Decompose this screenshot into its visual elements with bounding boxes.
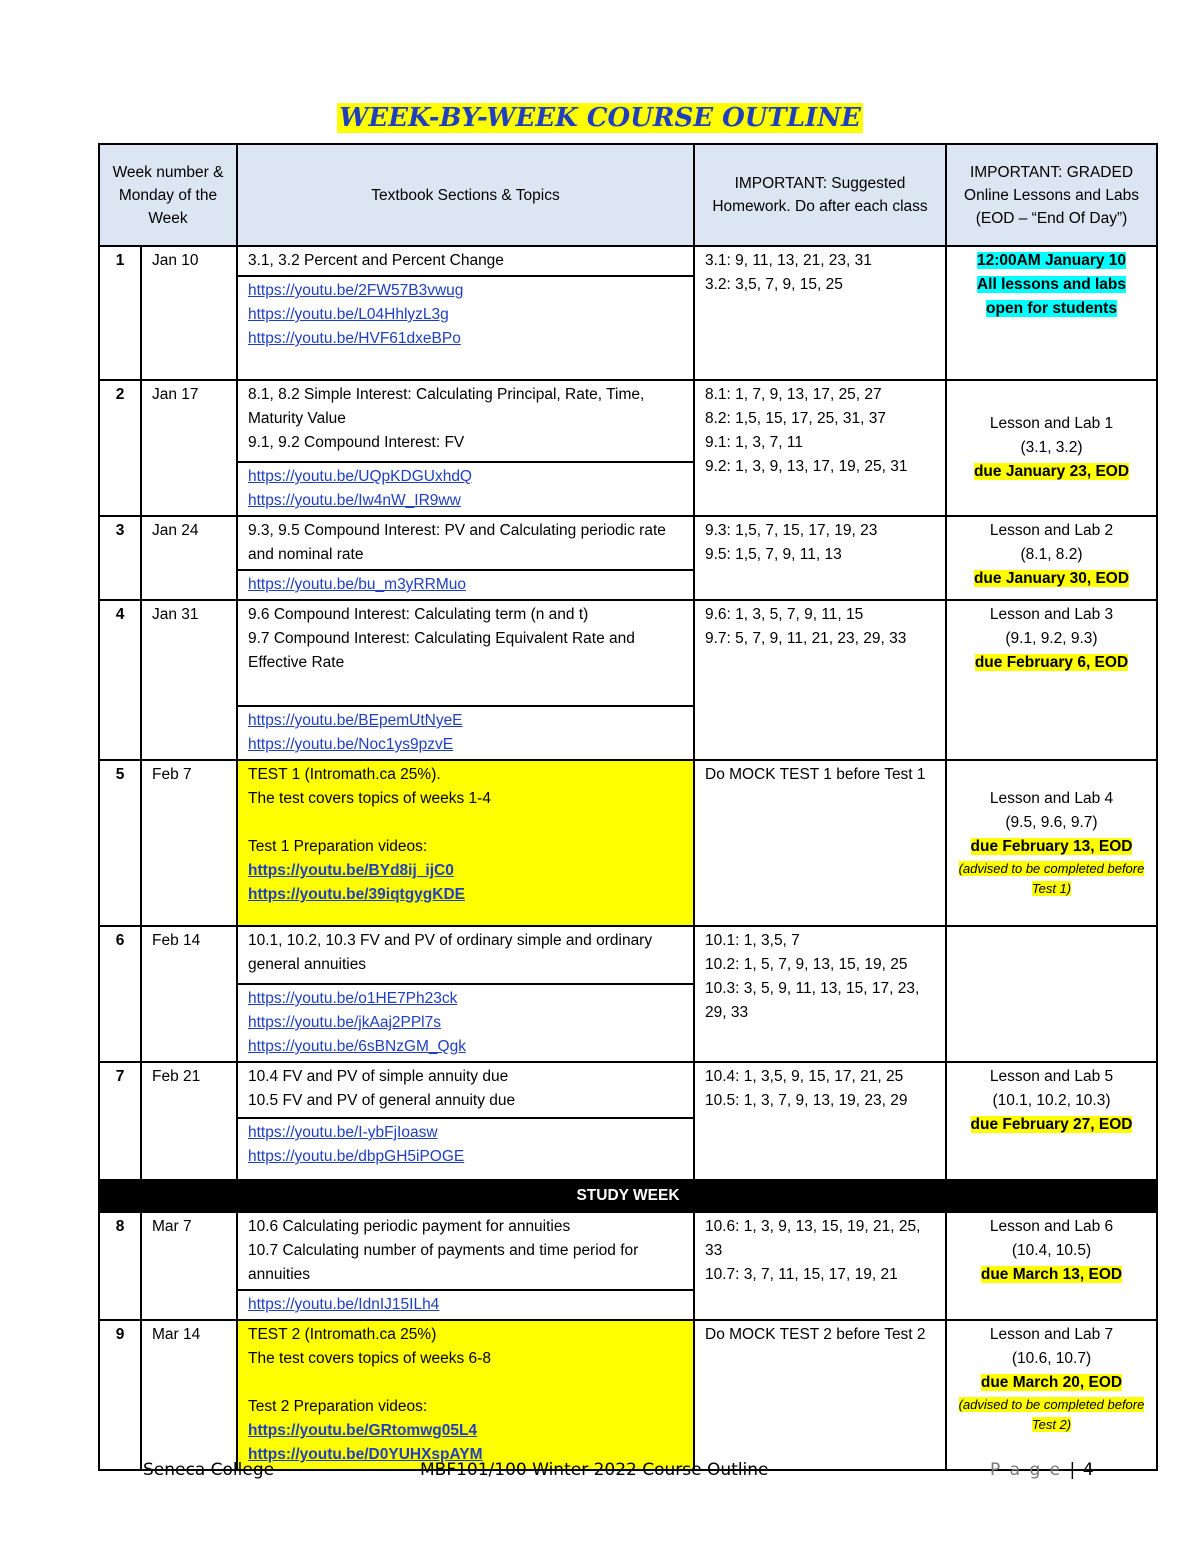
homework-line: Do MOCK TEST 1 before Test 1 — [705, 766, 926, 783]
video-link[interactable]: https://youtu.be/UQpKDGUxhdQ — [248, 468, 472, 485]
table-row — [99, 926, 1157, 984]
homework-cell — [694, 380, 946, 516]
test-line: Test 1 Preparation videos: — [248, 838, 428, 855]
graded-line: Lesson and Lab 6 — [989, 1218, 1114, 1235]
topic-line: 9.1, 9.2 Compound Interest: FV — [248, 434, 465, 451]
test-line: TEST 2 (Intromath.ca 25%) — [248, 1326, 437, 1343]
homework-line: 9.7: 5, 7, 9, 11, 21, 23, 29, 33 — [705, 630, 907, 647]
graded-cell — [946, 600, 1157, 760]
graded-line: (9.1, 9.2, 9.3) — [1005, 630, 1098, 647]
graded-cell — [946, 246, 1157, 380]
video-link[interactable]: https://youtu.be/I-ybFjIoasw — [248, 1124, 438, 1141]
graded-line: (3.1, 3.2) — [1020, 439, 1083, 456]
homework-line: 10.2: 1, 5, 7, 9, 13, 15, 19, 25 — [705, 956, 908, 973]
video-link[interactable]: https://youtu.be/Iw4nW_IR9ww — [248, 492, 461, 509]
video-link[interactable]: https://youtu.be/HVF61dxeBPo — [248, 330, 461, 347]
homework-line: 9.3: 1,5, 7, 15, 17, 19, 23 — [705, 522, 878, 539]
week-number: 7 — [99, 1062, 141, 1180]
links-cell — [237, 706, 694, 760]
page-title: WEEK-BY-WEEK COURSE OUTLINE — [339, 103, 861, 133]
video-link[interactable]: https://youtu.be/o1HE7Ph23ck — [248, 990, 458, 1007]
homework-cell — [694, 1212, 946, 1320]
homework-cell — [694, 1062, 946, 1180]
homework-line: 9.5: 1,5, 7, 9, 11, 13 — [705, 546, 842, 563]
header-graded: IMPORTANT: GRADED Online Lessons and Labs (EOD – “End Of Day”) — [946, 144, 1157, 246]
topic-line: 10.1, 10.2, 10.3 FV and PV of ordinary simple and ordinary general annuities — [248, 932, 653, 973]
week-number: 3 — [99, 516, 141, 600]
graded-cell — [946, 1320, 1157, 1470]
links-cell — [237, 462, 694, 516]
video-link[interactable]: https://youtu.be/IdnIJ15ILh4 — [248, 1296, 440, 1313]
test-line: The test covers topics of weeks 6-8 — [248, 1350, 491, 1367]
video-link[interactable]: https://youtu.be/D0YUHXspAYM — [248, 1446, 483, 1463]
week-date: Jan 10 — [141, 246, 237, 380]
topic-cell — [237, 246, 694, 276]
footer-college: Seneca College — [143, 1460, 275, 1480]
video-link[interactable]: https://youtu.be/BYd8ij_ijC0 — [248, 862, 454, 879]
table-row — [99, 600, 1157, 706]
week-number: 2 — [99, 380, 141, 516]
topic-cell — [237, 926, 694, 984]
graded-line: (8.1, 8.2) — [1020, 546, 1083, 563]
topic-line: 9.7 Compound Interest: Calculating Equivalent Rate and Effective Rate — [248, 630, 635, 671]
graded-note: (advised to be completed before Test 1) — [958, 861, 1145, 896]
graded-line: (10.6, 10.7) — [1011, 1350, 1092, 1367]
video-link[interactable]: https://youtu.be/jkAaj2PPl7s — [248, 1014, 442, 1031]
test-line: Test 2 Preparation videos: — [248, 1398, 428, 1415]
topic-cell — [237, 1212, 694, 1290]
graded-line: Lesson and Lab 5 — [989, 1068, 1114, 1085]
graded-line: due February 27, EOD — [970, 1116, 1133, 1133]
homework-line: Do MOCK TEST 2 before Test 2 — [705, 1326, 926, 1343]
week-date: Feb 21 — [141, 1062, 237, 1180]
links-cell — [237, 1118, 694, 1180]
graded-cell — [946, 760, 1157, 926]
week-number: 9 — [99, 1320, 141, 1470]
header-topics: Textbook Sections & Topics — [237, 144, 694, 246]
topic-line: 10.7 Calculating number of payments and time period for annuities — [248, 1242, 639, 1283]
graded-line: Lesson and Lab 2 — [989, 522, 1114, 539]
graded-cell — [946, 380, 1157, 516]
topic-cell — [237, 380, 694, 462]
graded-cell — [946, 1062, 1157, 1180]
graded-line: (10.4, 10.5) — [1011, 1242, 1092, 1259]
graded-line: due March 20, EOD — [980, 1374, 1123, 1391]
graded-line: (9.5, 9.6, 9.7) — [1005, 814, 1098, 831]
homework-cell — [694, 600, 946, 760]
week-number: 1 — [99, 246, 141, 380]
homework-cell — [694, 760, 946, 926]
homework-line: 8.1: 1, 7, 9, 13, 17, 25, 27 — [705, 386, 882, 403]
week-date: Jan 31 — [141, 600, 237, 760]
video-link[interactable]: https://youtu.be/L04HhlyzL3g — [248, 306, 449, 323]
homework-line: 9.1: 1, 3, 7, 11 — [705, 434, 803, 451]
homework-line: 9.2: 1, 3, 9, 13, 17, 19, 25, 31 — [705, 458, 908, 475]
graded-note: (advised to be completed before Test 2) — [958, 1397, 1145, 1432]
homework-line: 9.6: 1, 3, 5, 7, 9, 11, 15 — [705, 606, 864, 623]
topic-line: 10.4 FV and PV of simple annuity due — [248, 1068, 509, 1085]
week-number: 8 — [99, 1212, 141, 1320]
week-date: Feb 14 — [141, 926, 237, 1062]
week-date: Jan 24 — [141, 516, 237, 600]
homework-line: 10.5: 1, 3, 7, 9, 13, 19, 23, 29 — [705, 1092, 908, 1109]
table-row — [99, 1212, 1157, 1290]
homework-line: 10.7: 3, 7, 11, 15, 17, 19, 21 — [705, 1266, 898, 1283]
topic-line: 3.1, 3.2 Percent and Percent Change — [248, 252, 504, 269]
video-link[interactable]: https://youtu.be/BEpemUtNyeE — [248, 712, 463, 729]
video-link[interactable]: https://youtu.be/6sBNzGM_Qgk — [248, 1038, 466, 1055]
homework-line: 10.1: 1, 3,5, 7 — [705, 932, 800, 949]
topic-cell — [237, 1062, 694, 1118]
graded-line: due February 6, EOD — [974, 654, 1129, 671]
test-cell — [237, 1320, 694, 1470]
homework-line: 3.1: 9, 11, 13, 21, 23, 31 — [705, 252, 872, 269]
topic-line: 10.6 Calculating periodic payment for annuities — [248, 1218, 571, 1235]
graded-cell — [946, 1212, 1157, 1320]
graded-line: Lesson and Lab 1 — [989, 415, 1114, 432]
homework-line: 3.2: 3,5, 7, 9, 15, 25 — [705, 276, 843, 293]
topic-line: 9.3, 9.5 Compound Interest: PV and Calculating periodic rate and nominal rate — [248, 522, 666, 563]
graded-line: (10.1, 10.2, 10.3) — [992, 1092, 1111, 1109]
footer-page — [990, 1460, 1094, 1480]
graded-line: due January 23, EOD — [973, 463, 1130, 480]
graded-cell — [946, 516, 1157, 600]
links-cell — [237, 570, 694, 600]
page-separator: | — [1069, 1460, 1076, 1480]
week-number: 5 — [99, 760, 141, 926]
week-date: Jan 17 — [141, 380, 237, 516]
table-row — [99, 246, 1157, 276]
links-cell — [237, 276, 694, 380]
test-line: TEST 1 (Intromath.ca 25%). — [248, 766, 441, 783]
links-cell — [237, 984, 694, 1062]
week-number: 4 — [99, 600, 141, 760]
homework-line: 8.2: 1,5, 15, 17, 25, 31, 37 — [705, 410, 886, 427]
test-line: The test covers topics of weeks 1-4 — [248, 790, 491, 807]
page-label: P a g e — [990, 1460, 1063, 1480]
homework-cell — [694, 926, 946, 1062]
graded-line: Lesson and Lab 7 — [989, 1326, 1114, 1343]
topic-line: 9.6 Compound Interest: Calculating term (n and t) — [248, 606, 589, 623]
table-row — [99, 516, 1157, 570]
video-link[interactable]: https://youtu.be/GRtomwg05L4 — [248, 1422, 478, 1439]
table-row — [99, 1320, 1157, 1470]
test-cell — [237, 760, 694, 926]
video-link[interactable]: https://youtu.be/Noc1ys9pzvE — [248, 736, 454, 753]
links-cell — [237, 1290, 694, 1320]
video-link[interactable]: https://youtu.be/dbpGH5iPOGE — [248, 1148, 465, 1165]
homework-cell — [694, 246, 946, 380]
topic-line: 8.1, 8.2 Simple Interest: Calculating Principal, Rate, Time, Maturity Value — [248, 386, 645, 427]
video-link[interactable]: https://youtu.be/bu_m3yRRMuo — [248, 576, 466, 593]
study-week-row — [99, 1180, 1157, 1212]
homework-cell — [694, 516, 946, 600]
topic-cell — [237, 600, 694, 706]
graded-line: 12:00AM January 10 — [976, 252, 1127, 269]
graded-line: Lesson and Lab 3 — [989, 606, 1114, 623]
week-date: Mar 14 — [141, 1320, 237, 1470]
page-number: 4 — [1082, 1460, 1094, 1480]
topic-cell — [237, 516, 694, 570]
week-date: Mar 7 — [141, 1212, 237, 1320]
table-row — [99, 760, 1157, 926]
course-outline-table — [98, 143, 1158, 1471]
table-header-row — [99, 144, 1157, 246]
homework-cell — [694, 1320, 946, 1470]
table-row — [99, 1062, 1157, 1118]
study-week-label: STUDY WEEK — [99, 1180, 1157, 1212]
footer-course: MBF101/100 Winter 2022 Course Outline — [420, 1460, 769, 1480]
graded-line: due March 13, EOD — [980, 1266, 1123, 1283]
graded-line: due January 30, EOD — [973, 570, 1130, 587]
week-date: Feb 7 — [141, 760, 237, 926]
week-number: 6 — [99, 926, 141, 1062]
header-week: Week number & Monday of the Week — [99, 144, 237, 246]
video-link[interactable]: https://youtu.be/39iqtgygKDE — [248, 886, 465, 903]
homework-line: 10.6: 1, 3, 9, 13, 15, 19, 21, 25, 33 — [705, 1218, 921, 1259]
homework-line: 10.4: 1, 3,5, 9, 15, 17, 21, 25 — [705, 1068, 904, 1085]
graded-cell — [946, 926, 1157, 1062]
topic-line: 10.5 FV and PV of general annuity due — [248, 1092, 516, 1109]
graded-line: due February 13, EOD — [970, 838, 1133, 855]
header-homework: IMPORTANT: Suggested Homework. Do after each class — [694, 144, 946, 246]
homework-line: 10.3: 3, 5, 9, 11, 13, 15, 17, 23, 29, 33 — [705, 980, 920, 1021]
graded-line: All lessons and labs open for students — [976, 276, 1127, 317]
graded-line: Lesson and Lab 4 — [989, 790, 1114, 807]
video-link[interactable]: https://youtu.be/2FW57B3vwug — [248, 282, 464, 299]
table-row — [99, 380, 1157, 462]
page-footer — [0, 1460, 1200, 1484]
